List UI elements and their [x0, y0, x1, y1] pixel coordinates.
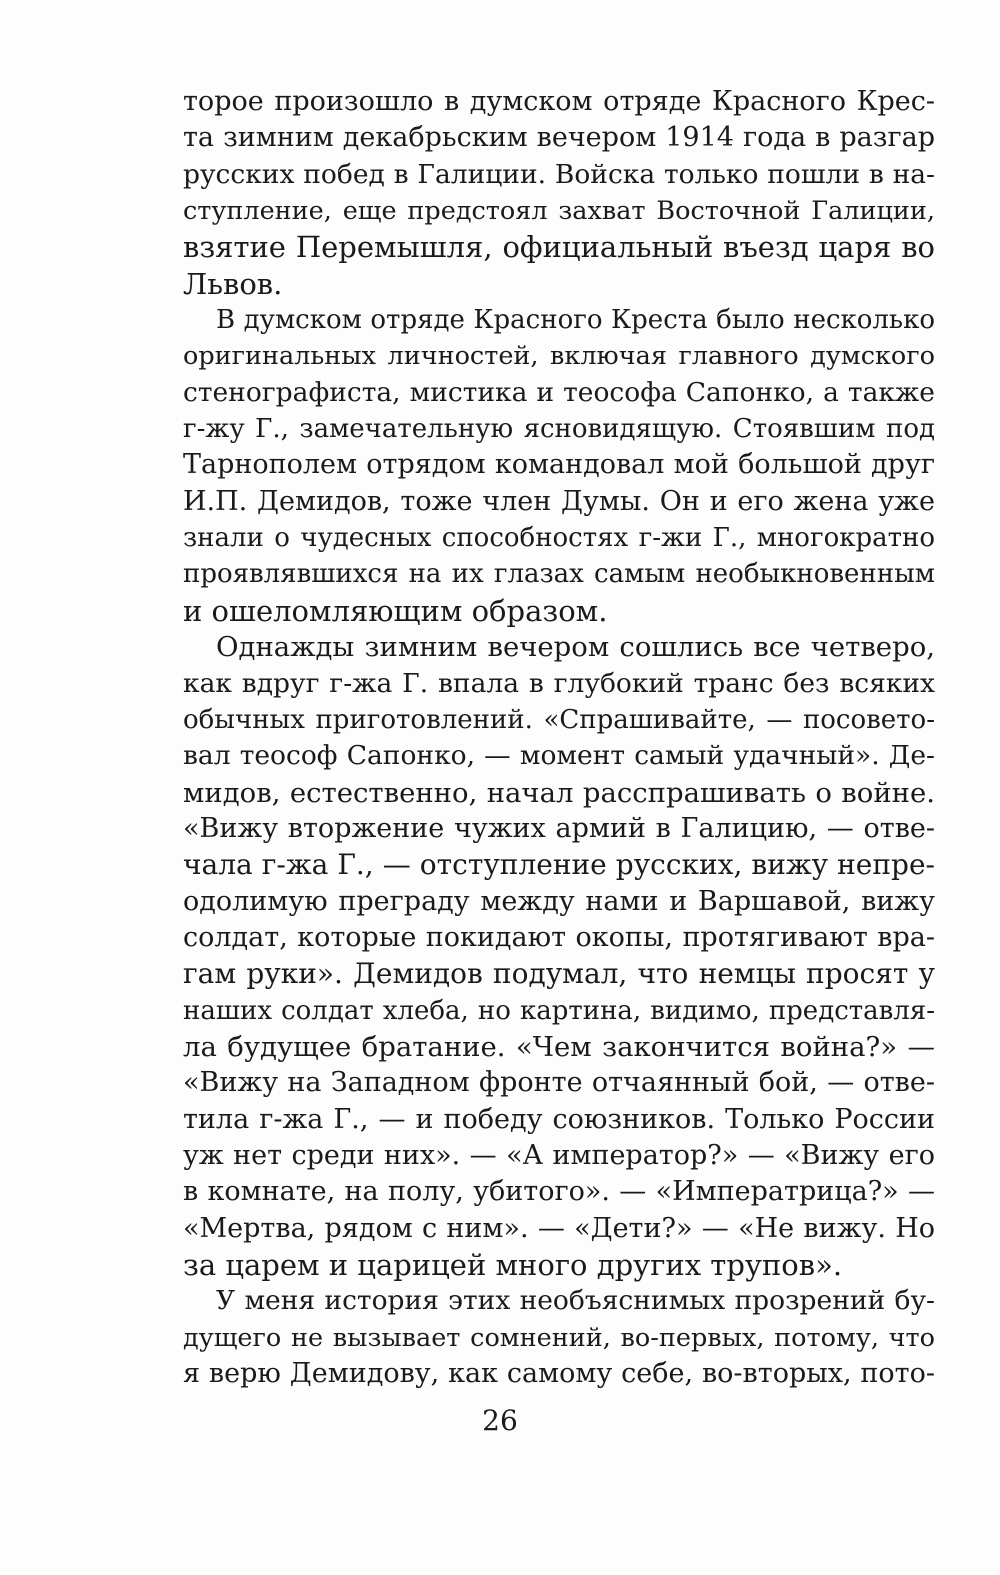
text-line: Львов. — [183, 266, 283, 301]
text-line: мидов, естественно, начал расспрашивать о войне. — [183, 776, 935, 809]
text-line: уж нет среди них». — «А император?» — «Вижу его — [183, 1139, 935, 1171]
text-line: за царем и царицей много других трупов». — [183, 1248, 843, 1282]
text-line: И.П. Демидов, тоже член Думы. Он и его жена уже — [183, 485, 935, 517]
text-line: стенографиста, мистика и теософа Сапонко, а также — [183, 376, 935, 408]
body-text — [183, 84, 935, 1392]
text-line: как вдруг г-жа Г. впала в глубокий транс без всяких — [183, 667, 935, 699]
text-line: «Мертва, рядом с ним». — «Дети?» — «Не вижу. Но — [183, 1212, 935, 1244]
text-line: торое произошло в думском отряде Красного Крес- — [183, 86, 935, 117]
text-line: тила г-жа Г., — и победу союзников. Только России — [183, 1103, 935, 1135]
text-line: ступление, еще предстоял захват Восточной Галиции, — [183, 196, 935, 227]
paragraph — [183, 1283, 935, 1392]
page-number: 26 — [482, 1404, 518, 1437]
text-line: и ошеломляющим образом. — [183, 593, 608, 628]
text-line: наших солдат хлеба, но картина, видимо, представля- — [183, 995, 935, 1026]
text-line: русских побед в Галиции. Войска только пошли в на- — [183, 158, 935, 190]
text-line: та зимним декабрьским вечером 1914 года в разгар — [183, 122, 935, 154]
text-line: Однажды зимним вечером сошлись все четверо, — [216, 631, 935, 664]
text-line: У меня история этих необъяснимых прозрений бу- — [216, 1285, 935, 1317]
paragraph — [183, 84, 935, 302]
text-line: вал теософ Сапонко, — момент самый удачный». Де- — [183, 740, 935, 772]
text-line: проявлявшихся на их глазах самым необыкновенным — [183, 559, 935, 590]
text-line: чала г-жа Г., — отступление русских, вижу непре- — [183, 848, 935, 882]
text-line: «Вижу на Западном фронте отчаянный бой, — отве- — [183, 1067, 935, 1099]
text-line: «Вижу вторжение чужих армий в Галицию, — отве- — [183, 812, 935, 844]
text-line: обычных приготовлений. «Спрашивайте, — посовето- — [183, 704, 935, 735]
text-line: солдат, которые покидают окопы, протягивают вра- — [183, 921, 935, 953]
text-line: одолимую преграду между нами и Варшавой, вижу — [183, 885, 935, 917]
text-line: я верю Демидову, как самому себе, во-вторых, пото- — [183, 1358, 935, 1390]
text-line: в комнате, на полу, убитого». — «Императрица?» — — [183, 1176, 935, 1208]
text-line: Тарнополем отрядом командовал мой большой друг — [183, 449, 935, 481]
text-line: ла будущее братание. «Чем закончится война?» — — [183, 1030, 935, 1063]
text-line: гам руки». Демидов подумал, что немцы просят у — [183, 957, 935, 991]
paragraph — [183, 302, 935, 629]
text-line: знали о чудесных способностях г-жи Г., многократно — [183, 523, 935, 554]
text-line: оригинальных личностей, включая главного думского — [183, 341, 935, 372]
text-line: дущего не вызывает сомнений, во-первых, потому, что — [183, 1322, 935, 1353]
paragraph — [183, 629, 935, 1283]
text-line: взятие Перемышля, официальный въезд царя во — [183, 230, 935, 265]
text-line: г-жу Г., замечательную ясновидящую. Стоявшим под — [183, 414, 935, 445]
text-line: В думском отряде Красного Креста было несколько — [216, 305, 935, 336]
